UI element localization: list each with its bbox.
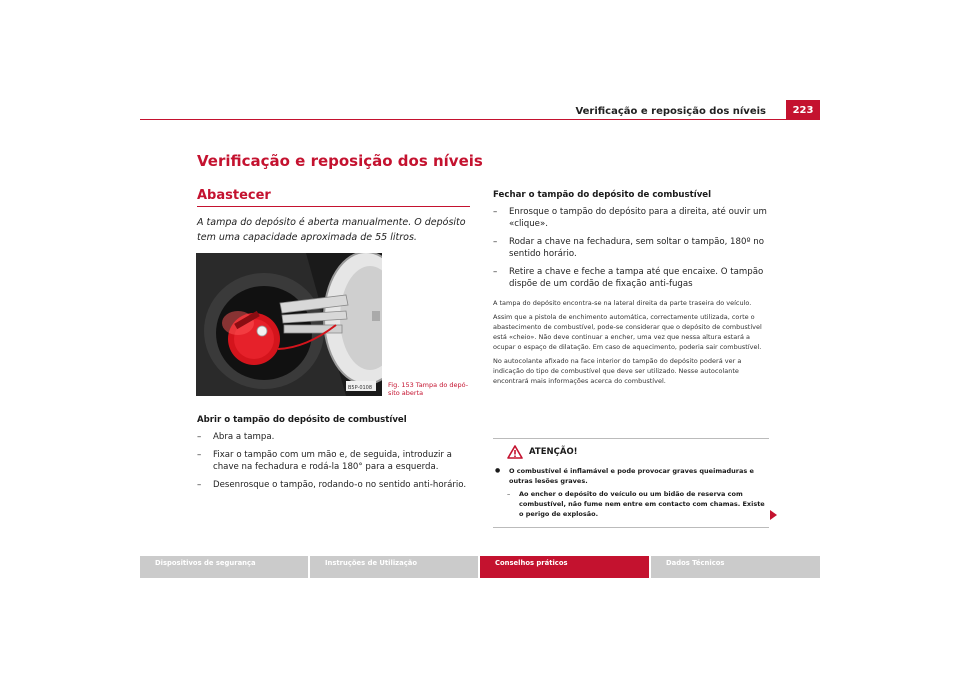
header-divider <box>140 119 820 120</box>
body-paragraph: No autocolante afixado na face interior do tampão do depósito poderá ver a indicação do tipo de combustível que deve ser utilizado. Nesse autocolante encontrará mais informações acerca do combustível. <box>493 357 742 385</box>
footer-tab-operation[interactable]: Instruções de Utilização <box>310 556 478 578</box>
close-cap-step: – Rodar a chave na fechadura, sem soltar o tampão, 180º no sentido horário. <box>493 236 769 260</box>
section-divider <box>197 206 470 207</box>
running-header-title: Verificação e reposição dos níveis <box>575 106 766 117</box>
open-cap-step: – Abra a tampa. <box>197 431 474 443</box>
close-cap-section <box>493 190 769 390</box>
section-title: Abastecer <box>197 188 271 203</box>
close-cap-step: – Enrosque o tampão do depósito para a direita, até ouvir um «clique». <box>493 206 769 230</box>
continue-arrow-icon <box>770 510 777 520</box>
open-cap-steps <box>197 431 474 491</box>
footer-tab-safety[interactable]: Dispositivos de segurança <box>140 556 308 578</box>
body-paragraph: Assim que a pistola de enchimento automática, correctamente utilizada, corte o abastecimento de combustível, pode-se considerar que o depósito de combustível está «cheio». Não deve continuar a encher, uma vez que nessa altura estará a ocupar o espaço de dilatação. Em caso de aquecimento, poderia sair combustível. <box>493 313 762 351</box>
body-paragraph: A tampa do depósito encontra-se na lateral direita da parte traseira do veículo. <box>493 299 752 307</box>
warning-header <box>507 444 769 460</box>
fuel-cap-illustration <box>196 253 382 396</box>
body-text <box>493 298 769 386</box>
warning-item: ● O combustível é inflamável e pode provocar graves queimaduras e outras lesões graves. <box>493 466 769 486</box>
warning-box <box>493 438 769 528</box>
intro-text: A tampa do depósito é aberta manualmente. O depósito tem uma capacidade aproximada de 55 litros. <box>197 217 466 243</box>
figure-code: B5P-0108 <box>348 385 373 391</box>
footer-tab-practical-tips[interactable]: Conselhos práticos <box>480 556 649 578</box>
warning-list <box>493 466 769 486</box>
open-cap-step: – Desenrosque o tampão, rodando-o no sentido anti-horário. <box>197 479 474 491</box>
close-cap-heading: Fechar o tampão do depósito de combustível <box>493 190 712 200</box>
close-cap-steps <box>493 206 769 290</box>
warning-triangle-icon <box>507 445 523 459</box>
open-cap-section <box>197 415 474 497</box>
footer-tab-technical-data[interactable]: Dados Técnicos <box>651 556 820 578</box>
fuel-cap-figure <box>196 253 382 396</box>
open-cap-step: – Fixar o tampão com um mão e, de seguida, introduzir a chave na fechadura e rodá-la 180° para a esquerda. <box>197 449 474 473</box>
open-cap-heading: Abrir o tampão do depósito de combustível <box>197 415 407 425</box>
figure-caption: Fig. 153 Tampa do depó-sito aberta <box>388 381 469 397</box>
warning-sub-dash: – <box>507 490 511 498</box>
page-number-badge: 223 <box>786 100 820 120</box>
chapter-title: Verificação e reposição dos níveis <box>197 152 483 170</box>
close-cap-step: – Retire a chave e feche a tampa até que encaixe. O tampão dispõe de um cordão de fixação anti-fugas <box>493 266 769 290</box>
warning-sub-text: Ao encher o depósito do veículo ou um bidão de reserva com combustível, não fume nem entre em contacto com chamas. Existe o perigo de explosão. <box>519 490 765 518</box>
warning-title: ATENÇÃO! <box>529 447 578 457</box>
warning-sub-item <box>493 489 769 519</box>
